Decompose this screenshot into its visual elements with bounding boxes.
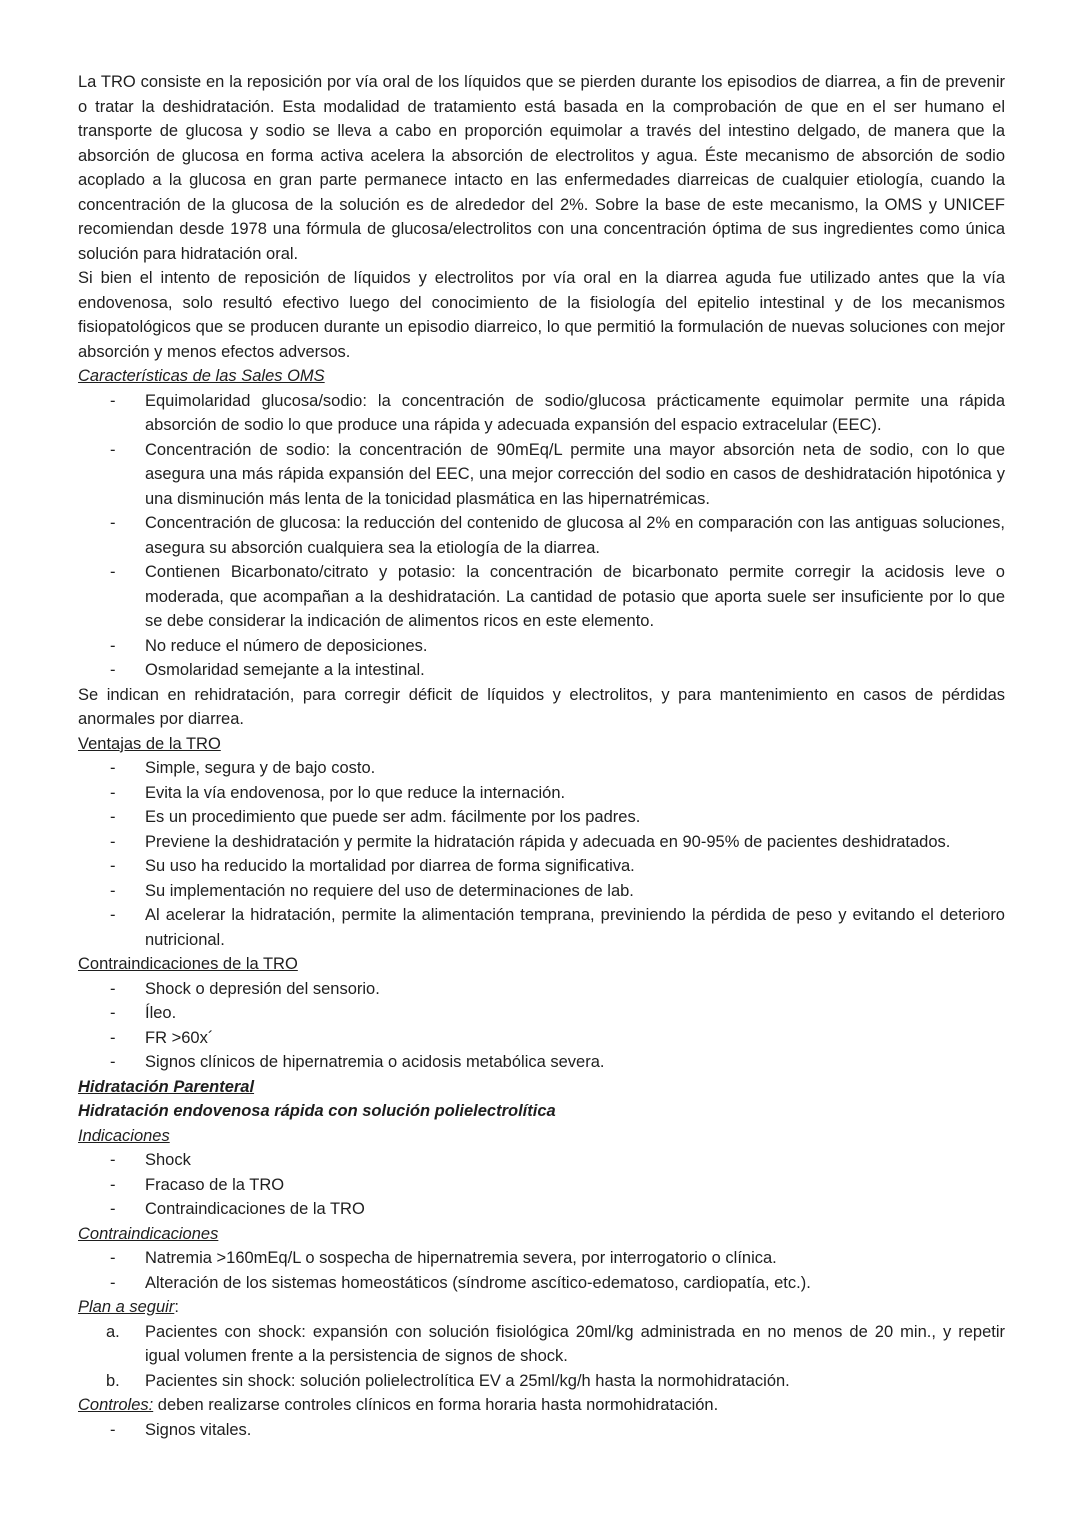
controles-paragraph (78, 1393, 1005, 1418)
ventajas-bullet-list (78, 756, 1005, 952)
intro-paragraph-1: La TRO consiste en la reposición por vía oral de los líquidos que se pierden durante los episodios de diarrea, a fin de prevenir o tratar la deshidratación. Esta modalidad de tratamiento está basada en la comprobación de que en el ser humano el transporte de glucosa y sodio se lleva a cabo en proporción equimolar a través del intestino delgado, de manera que la absorción de glucosa en forma activa acelera la absorción de electrolitos y agua. Éste mecanismo de absorción de sodio acoplado a la glucosa en gran parte permanece intacto en las enfermedades diarreicas de cualquier etiología, cuando la concentración de la glucosa de la solución es de alrededor del 2%. Sobre la base de este mecanismo, la OMS y UNICEF recomiendan desde 1978 una fórmula de glucosa/electrolitos con una concentración óptima de sus ingredientes como única solución para hidratación oral. (78, 73, 1005, 263)
heading-ventajas-tro (78, 732, 1005, 757)
list-item (78, 511, 1005, 560)
contraindicaciones-tro-bullet-list (78, 977, 1005, 1075)
heading-text: Contraindicaciones de la TRO (78, 955, 298, 973)
list-item-text: Evita la vía endovenosa, por lo que reduce la internación. (145, 783, 566, 802)
list-item (78, 1246, 1005, 1271)
list-item-text: Fracaso de la TRO (145, 1175, 285, 1194)
list-item (78, 438, 1005, 512)
list-item-text: Al acelerar la hidratación, permite la alimentación temprana, previniendo la pérdida de peso y evitando el deterioro nutricional. (145, 906, 1005, 949)
heading-text: Plan a seguir (78, 1298, 175, 1316)
dash-bullet: - (110, 808, 116, 826)
dash-bullet: - (110, 636, 116, 655)
list-item-text: No reduce el número de deposiciones. (145, 636, 428, 655)
list-item-text: Shock (145, 1151, 191, 1169)
sales-oms-bullet-list (78, 389, 1005, 683)
list-item-text: Natremia >160mEq/L o sospecha de hipernatremia severa, por interrogatorio o clínica. (145, 1249, 777, 1267)
dash-bullet: - (110, 1420, 116, 1439)
list-item (78, 1173, 1005, 1198)
dash-bullet: - (110, 881, 116, 900)
list-item (78, 977, 1005, 1002)
list-item (78, 389, 1005, 438)
list-item-text: Pacientes sin shock: solución polielectrolítica EV a 25ml/kg/h hasta la normohidratación. (145, 1371, 790, 1390)
list-item (78, 1001, 1005, 1026)
list-item-text: Previene la deshidratación y permite la hidratación rápida y adecuada en 90-95% de pacientes deshidratados. (145, 832, 951, 851)
list-item-text: Íleo. (145, 1004, 177, 1022)
list-item (78, 805, 1005, 830)
list-item-text: Es un procedimiento que puede ser adm. fácilmente por los padres. (145, 808, 641, 826)
list-item-text: Simple, segura y de bajo costo. (145, 759, 376, 777)
list-item (78, 1320, 1005, 1369)
list-item (78, 903, 1005, 952)
controles-text: deben realizarse controles clínicos en forma horaria hasta normohidratación. (153, 1396, 719, 1414)
list-item (78, 830, 1005, 855)
controles-label: Controles: (78, 1396, 154, 1414)
heading-text: Ventajas de la TRO (78, 734, 221, 753)
list-item-text: Concentración de glucosa: la reducción del contenido de glucosa al 2% en comparación con las antiguas soluciones, asegura su absorción cualquiera sea la etiología de la diarrea. (145, 514, 1005, 557)
contraindicaciones-bullet-list (78, 1246, 1005, 1295)
list-item-text: FR >60x´ (145, 1028, 214, 1047)
heading-text: Hidratación Parenteral (78, 1077, 255, 1096)
list-item-text: Contraindicaciones de la TRO (145, 1200, 365, 1218)
letter-marker: b. (106, 1371, 120, 1390)
list-item (78, 1197, 1005, 1222)
dash-bullet: - (110, 906, 116, 924)
dash-bullet: - (110, 1028, 116, 1047)
dash-bullet: - (110, 1004, 116, 1022)
list-item (78, 854, 1005, 879)
list-item (78, 1026, 1005, 1051)
heading-indicaciones (78, 1124, 1005, 1149)
heading-hidratacion-parenteral (78, 1075, 1005, 1100)
list-item (78, 1418, 1005, 1443)
list-item (78, 1050, 1005, 1075)
heading-colon: : (174, 1298, 179, 1316)
list-item-text: Pacientes con shock: expansión con solución fisiológica 20ml/kg administrada en no menos de 20 min., y repetir igual volumen frente a la persistencia de signos de shock. (145, 1322, 1005, 1365)
list-item-text: Shock o depresión del sensorio. (145, 979, 380, 998)
dash-bullet: - (110, 563, 116, 581)
dash-bullet: - (110, 759, 116, 777)
heading-text: Hidratación endovenosa rápida con solución polielectrolítica (78, 1102, 556, 1120)
dash-bullet: - (110, 391, 116, 410)
list-item-text: Alteración de los sistemas homeostáticos (síndrome ascítico-edematoso, cardiopatía, etc.). (145, 1273, 811, 1292)
heading-text: Indicaciones (78, 1126, 170, 1145)
heading-contraindicaciones-tro (78, 952, 1005, 977)
plan-lettered-list (78, 1320, 1005, 1394)
list-item-text: Signos vitales. (145, 1420, 252, 1439)
list-item (78, 756, 1005, 781)
dash-bullet: - (110, 783, 116, 802)
list-item (78, 1148, 1005, 1173)
intro-paragraph-2: Si bien el intento de reposición de líquidos y electrolitos por vía oral en la diarrea aguda fue utilizado antes que la vía endovenosa, solo resultó efectivo luego del conocimiento de la fisiología del epitelio intestinal y de los mecanismos fisiopatológicos que se producen durante un episodio diarreico, lo que permitió la formulación de nuevas soluciones con mejor absorción y menos efectos adversos. (78, 269, 1005, 361)
heading-contraindicaciones (78, 1222, 1005, 1247)
list-item-text: Osmolaridad semejante a la intestinal. (145, 661, 425, 679)
dash-bullet: - (110, 1053, 116, 1071)
indicaciones-bullet-list (78, 1148, 1005, 1222)
list-item-text: Concentración de sodio: la concentración de 90mEq/L permite una mayor absorción neta de sodio, con lo que asegura una más rápida expansión del EEC, una mejor corrección del sodio en casos de deshidratación hipotónica y una disminución más lenta de la tonicidad plasmática en las hipernatrémicas. (145, 440, 1005, 508)
dash-bullet: - (110, 857, 116, 875)
list-item-text: Contienen Bicarbonato/citrato y potasio: la concentración de bicarbonato permite corregir la acidosis leve o moderada, que acompañan a la deshidratación. La cantidad de potasio que aporta suele ser insuficiente por lo que se debe considerar la indicación de alimentos ricos en este elemento. (145, 563, 1005, 630)
list-item-text: Su implementación no requiere del uso de determinaciones de lab. (145, 881, 634, 900)
se-indican-paragraph: Se indican en rehidratación, para corregir déficit de líquidos y electrolitos, y para mantenimiento en casos de pérdidas anormales por diarrea. (78, 685, 1005, 728)
heading-plan-a-seguir (78, 1295, 1005, 1320)
dash-bullet: - (110, 1175, 116, 1194)
list-item (78, 1369, 1005, 1394)
dash-bullet: - (110, 979, 116, 998)
list-item-text: Equimolaridad glucosa/sodio: la concentración de sodio/glucosa prácticamente equimolar permite una rápida absorción de sodio lo que produce una rápida y adecuada expansión del espacio extracelular (EEC). (145, 391, 1005, 434)
controles-bullet-list (78, 1418, 1005, 1443)
dash-bullet: - (110, 832, 116, 851)
list-item-text: Signos clínicos de hipernatremia o acidosis metabólica severa. (145, 1053, 605, 1071)
heading-hidratacion-endovenosa (78, 1099, 1005, 1124)
dash-bullet: - (110, 1273, 116, 1292)
list-item-text: Su uso ha reducido la mortalidad por diarrea de forma significativa. (145, 857, 635, 875)
letter-marker: a. (106, 1322, 120, 1341)
list-item (78, 658, 1005, 683)
list-item (78, 560, 1005, 634)
dash-bullet: - (110, 1200, 116, 1218)
dash-bullet: - (110, 661, 116, 679)
dash-bullet: - (110, 440, 116, 459)
heading-text: Contraindicaciones (78, 1224, 219, 1243)
heading-text: Características de las Sales OMS (78, 367, 325, 385)
list-item (78, 634, 1005, 659)
list-item (78, 781, 1005, 806)
heading-caracteristicas-sales-oms (78, 364, 1005, 389)
list-item (78, 879, 1005, 904)
dash-bullet: - (110, 514, 116, 532)
list-item (78, 1271, 1005, 1296)
dash-bullet: - (110, 1151, 116, 1169)
dash-bullet: - (110, 1249, 116, 1267)
